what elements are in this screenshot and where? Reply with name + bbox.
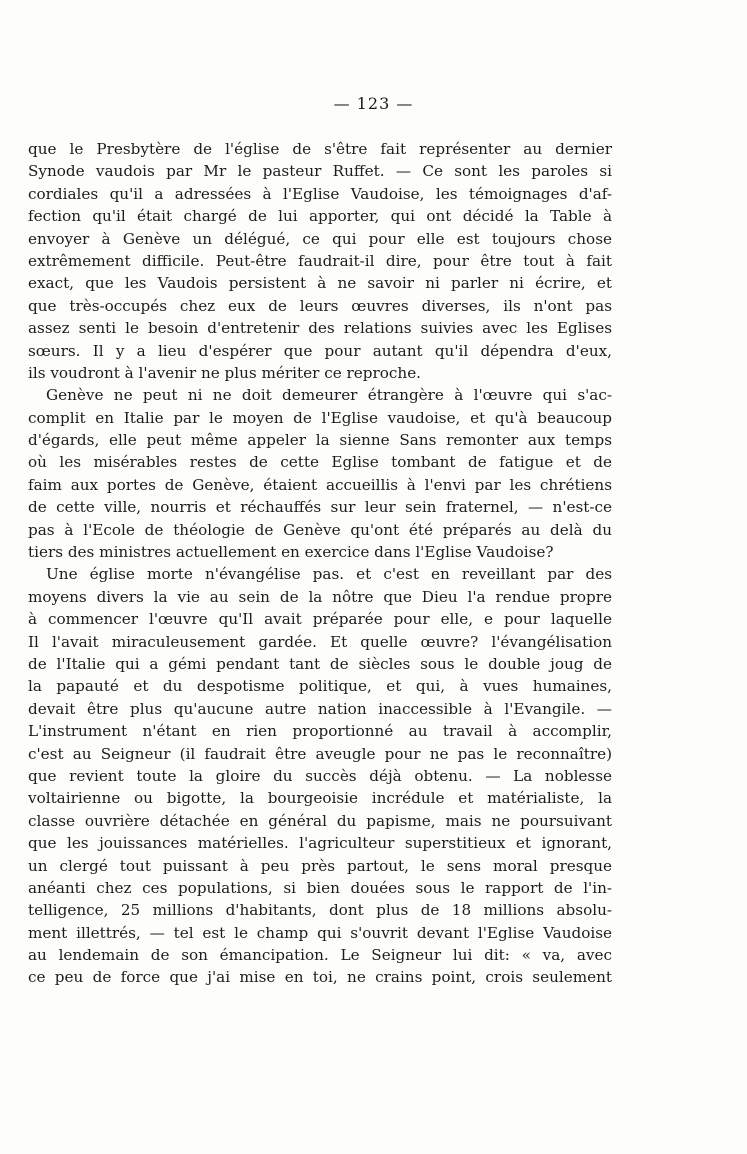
text-line: envoyer à Genève un délégué, ce qui pour elle est toujours chose	[28, 229, 612, 248]
text-line: Il l'avait miraculeusement gardée. Et quelle œuvre? l'évangélisation	[28, 632, 612, 651]
text-line: faim aux portes de Genève, étaient accueillis à l'envi par les chrétiens	[28, 475, 612, 494]
text-line: à commencer l'œuvre qu'Il avait préparée pour elle, e pour laquelle	[28, 610, 612, 629]
text-line: exact, que les Vaudois persistent à ne savoir ni parler ni écrire, et	[28, 274, 612, 293]
text-line: telligence, 25 millions d'habitants, dont plus de 18 millions absolu-	[28, 901, 612, 920]
text-line: ce peu de force que j'ai mise en toi, ne crains point, crois seulement	[28, 968, 612, 987]
text-line: moyens divers la vie au sein de la nôtre que Dieu l'a rendue propre	[28, 587, 612, 606]
text-line: assez senti le besoin d'entretenir des relations suivies avec les Eglises	[28, 319, 612, 338]
text-line: la papauté et du despotisme politique, et qui, à vues humaines,	[28, 677, 612, 696]
text-line: anéanti chez ces populations, si bien douées sous le rapport de l'in-	[28, 878, 612, 897]
text-line: classe ouvrière détachée en général du papisme, mais ne poursuivant	[28, 811, 612, 830]
text-line: ils voudront à l'avenir ne plus mériter ce reproche.	[28, 363, 422, 382]
text-line: sœurs. Il y a lieu d'espérer que pour autant qu'il dépendra d'eux,	[28, 341, 612, 360]
text-line: de l'Italie qui a gémi pendant tant de siècles sous le double joug de	[28, 654, 612, 673]
text-line: cordiales qu'il a adressées à l'Eglise Vaudoise, les témoignages d'af-	[28, 184, 612, 203]
text-line: au lendemain de son émancipation. Le Seigneur lui dit: « va, avec	[28, 946, 612, 965]
text-line: pas à l'Ecole de théologie de Genève qu'ont été préparés au delà du	[28, 520, 612, 539]
text-line: Synode vaudois par Mr le pasteur Ruffet. — Ce sont les paroles si	[28, 162, 612, 181]
text-line: que revient toute la gloire du succès déjà obtenu. — La noblesse	[28, 766, 612, 785]
text-line: que très-occupés chez eux de leurs œuvres diverses, ils n'ont pas	[28, 296, 612, 315]
text-line: que le Presbytère de l'église de s'être fait représenter au dernier	[28, 140, 612, 158]
text-line: complit en Italie par le moyen de l'Eglise vaudoise, et qu'à beaucoup	[28, 408, 612, 427]
page-number: — 123 —	[333, 94, 414, 113]
text-line: L'instrument n'étant en rien proportionné au travail à accomplir,	[28, 722, 612, 741]
text-line: Une église morte n'évangélise pas. et c'est en reveillant par des	[46, 565, 612, 584]
text-line: Genève ne peut ni ne doit demeurer étrangère à l'œuvre qui s'ac-	[46, 386, 612, 405]
text-line: un clergé tout puissant à peu près partout, le sens moral presque	[28, 856, 612, 875]
text-line: extrêmement difficile. Peut-être faudrait-il dire, pour être tout à fait	[28, 251, 612, 270]
text-line: ment illettrés, — tel est le champ qui s'ouvrit devant l'Eglise Vaudoise	[28, 923, 612, 942]
text-line: tiers des ministres actuellement en exercice dans l'Eglise Vaudoise?	[28, 543, 554, 562]
text-line: de cette ville, nourris et réchauffés sur leur sein fraternel, — n'est-ce	[28, 498, 612, 517]
text-line: que les jouissances matérielles. l'agriculteur superstitieux et ignorant,	[28, 834, 612, 853]
text-line: devait être plus qu'aucune autre nation inaccessible à l'Evangile. —	[28, 699, 612, 718]
text-line: d'égards, elle peut même appeler la sienne Sans remonter aux temps	[28, 431, 612, 450]
text-line: où les misérables restes de cette Eglise tombant de fatigue et de	[28, 453, 612, 472]
text-line: fection qu'il était chargé de lui apporter, qui ont décidé la Table à	[28, 207, 612, 226]
text-line: voltairienne ou bigotte, la bourgeoisie incrédule et matérialiste, la	[28, 789, 612, 808]
text-line: c'est au Seigneur (il faudrait être aveugle pour ne pas le reconnaître)	[28, 744, 612, 763]
body-text	[28, 138, 612, 989]
